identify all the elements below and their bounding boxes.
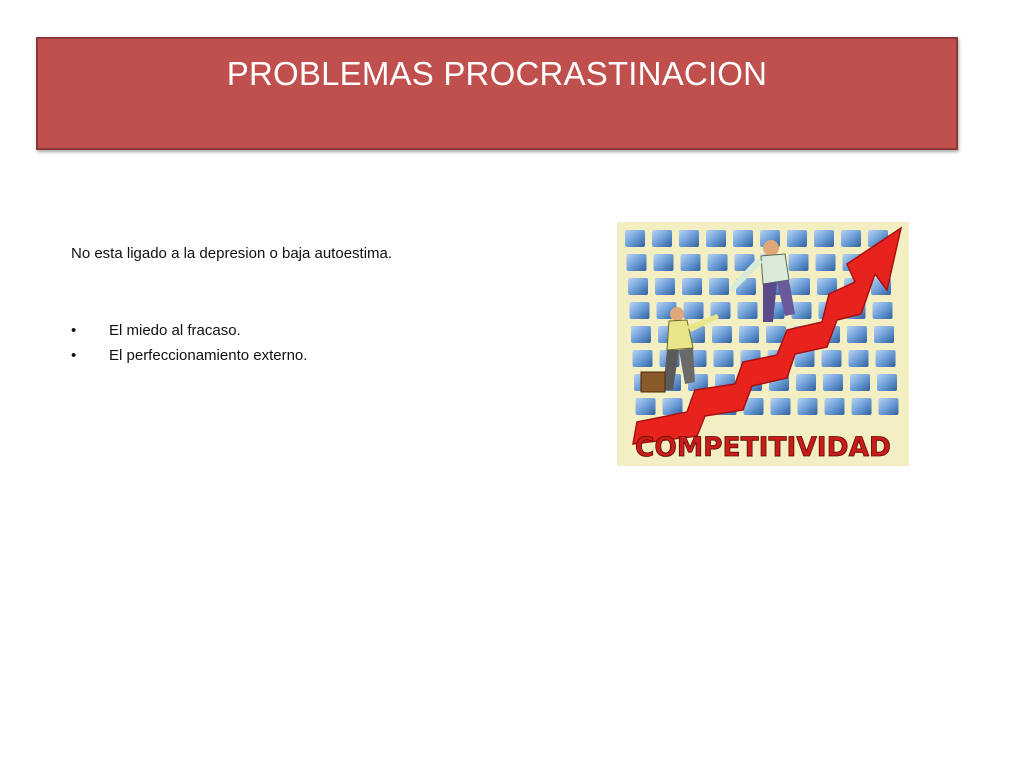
grid-tile xyxy=(823,374,843,391)
grid-tile xyxy=(771,398,791,415)
grid-tile xyxy=(879,398,899,415)
bullet-item xyxy=(71,318,307,343)
grid-tile xyxy=(631,326,651,343)
grid-tile xyxy=(655,278,675,295)
grid-tile xyxy=(787,230,807,247)
slide-title: PROBLEMAS PROCRASTINACION xyxy=(226,55,768,92)
grid-tile xyxy=(822,350,842,367)
grid-tile xyxy=(633,350,653,367)
competitividad-illustration xyxy=(617,222,909,466)
grid-tile xyxy=(652,230,672,247)
grid-tile xyxy=(654,254,674,271)
bullet-text: El miedo al fracaso. xyxy=(109,322,241,339)
grid-tile xyxy=(825,398,845,415)
grid-tile xyxy=(876,350,896,367)
grid-tile xyxy=(849,350,869,367)
grid-tile xyxy=(712,326,732,343)
grid-tile xyxy=(681,254,701,271)
grid-tile xyxy=(625,230,645,247)
grid-tile xyxy=(796,374,816,391)
illustration-caption: COMPETITIVIDAD xyxy=(635,432,891,463)
grid-tile xyxy=(682,278,702,295)
grid-tile xyxy=(706,230,726,247)
grid-tile xyxy=(636,398,656,415)
bullet-item xyxy=(71,343,307,368)
bullet-text: El perfeccionamiento externo. xyxy=(109,347,308,364)
grid-tile xyxy=(877,374,897,391)
bullet-marker: • xyxy=(71,322,77,339)
grid-tile xyxy=(663,398,683,415)
grid-tile xyxy=(684,302,704,319)
grid-tile xyxy=(679,230,699,247)
grid-tile xyxy=(709,278,729,295)
grid-tile xyxy=(798,398,818,415)
grid-tile xyxy=(628,278,648,295)
grid-tile xyxy=(850,374,870,391)
grid-tile xyxy=(738,302,758,319)
grid-tile xyxy=(852,398,872,415)
grid-tile xyxy=(841,230,861,247)
bullet-list xyxy=(71,318,307,368)
grid-tile xyxy=(714,350,734,367)
grid-tile xyxy=(873,302,893,319)
grid-tile xyxy=(790,278,810,295)
grid-tile xyxy=(814,230,834,247)
grid-tile xyxy=(816,254,836,271)
grid-tile xyxy=(627,254,647,271)
grid-tile xyxy=(739,326,759,343)
grid-tile xyxy=(733,230,753,247)
grid-tile xyxy=(847,326,867,343)
grid-tile xyxy=(874,326,894,343)
title-banner xyxy=(36,37,958,150)
grid-tile xyxy=(630,302,650,319)
grid-tile xyxy=(708,254,728,271)
bullet-marker: • xyxy=(71,347,77,364)
intro-text: No esta ligado a la depresion o baja autoestima. xyxy=(71,245,393,262)
grid-tile xyxy=(792,302,812,319)
grid-tile xyxy=(789,254,809,271)
